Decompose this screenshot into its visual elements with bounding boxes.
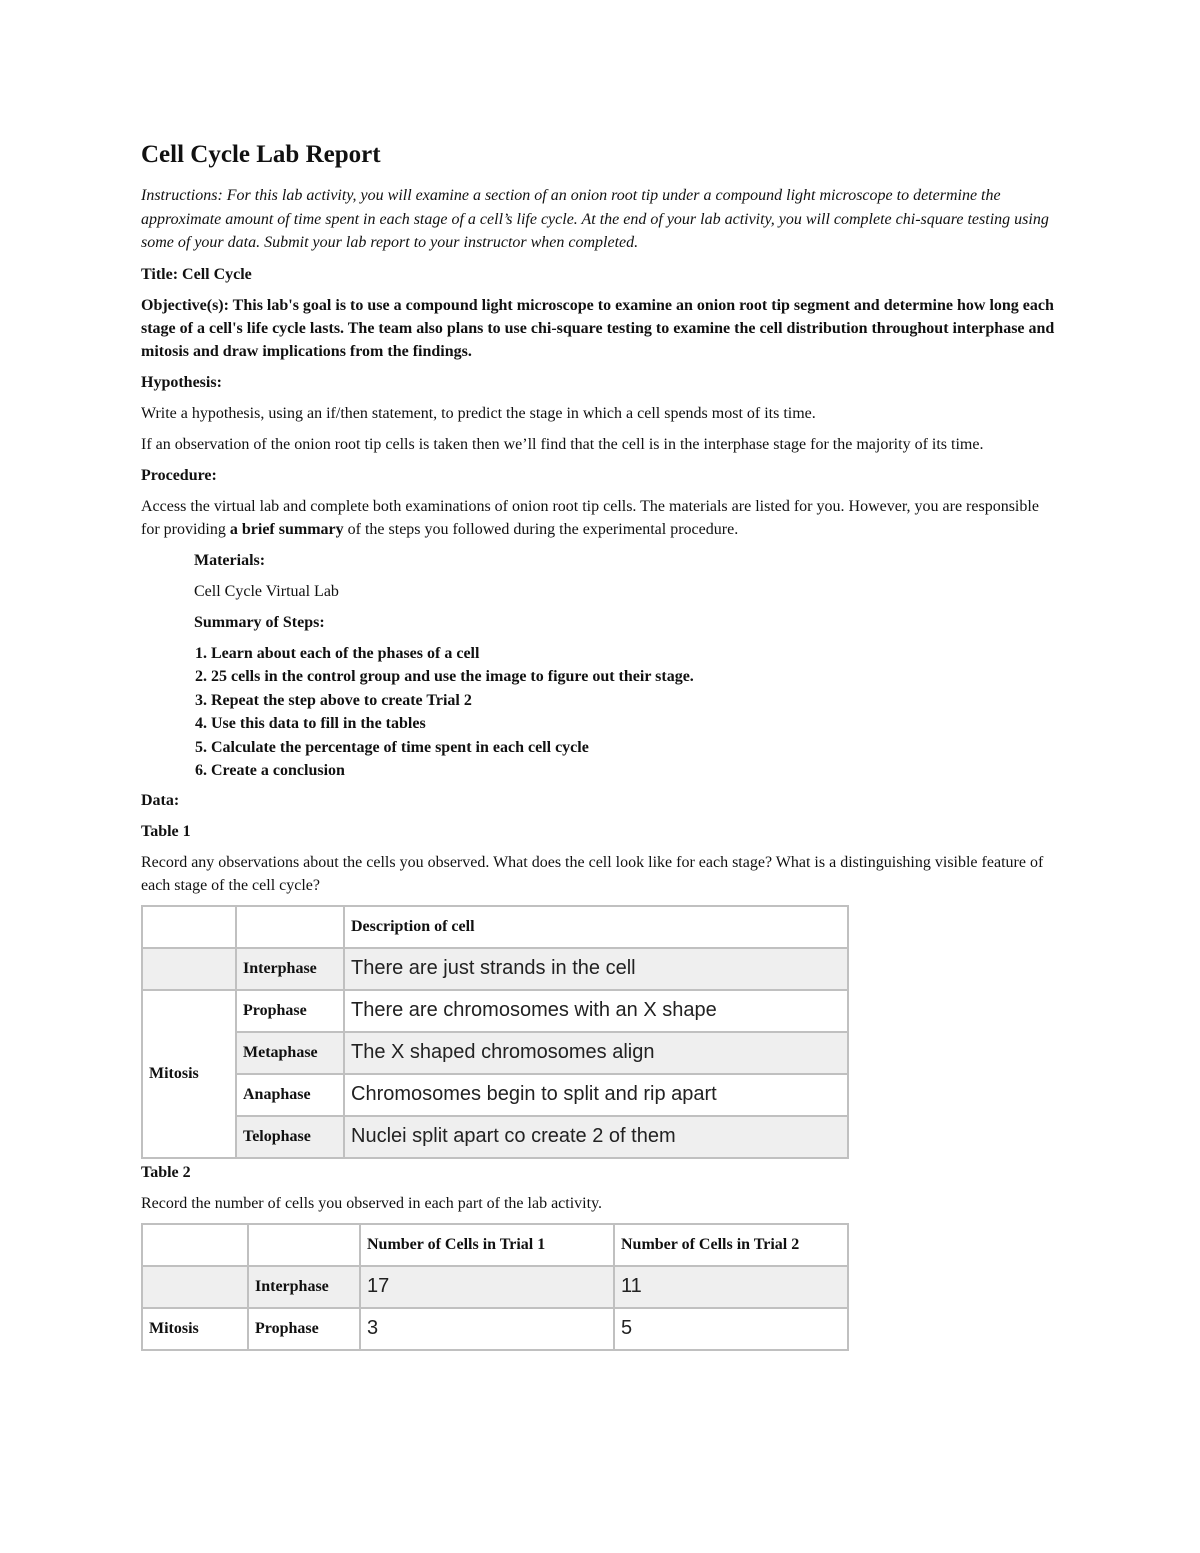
table-row: [142, 1308, 848, 1350]
summary-heading: Summary of Steps:: [194, 613, 325, 631]
table-header-description: Description of cell: [344, 906, 848, 948]
table2-caption: Table 2: [141, 1163, 191, 1181]
trial1-count[interactable]: 3: [360, 1308, 614, 1350]
table1-prompt: Record any observations about the cells you observed. What does the cell look like for each stage? What is a distinguishing visible feature of each stage of the cell cycle?: [141, 853, 1044, 894]
table-header-trial2: Number of Cells in Trial 2: [614, 1224, 848, 1266]
table-row: [142, 1266, 848, 1308]
stage-description[interactable]: Nuclei split apart co create 2 of them: [344, 1116, 848, 1158]
stage-description[interactable]: There are chromosomes with an X shape: [344, 990, 848, 1032]
stage-description[interactable]: There are just strands in the cell: [344, 948, 848, 990]
procedure-text-part1: Access the virtual lab and complete both examinations of onion root tip cells. The materials are listed for you. However, you are responsible for providing: [141, 497, 1039, 538]
hypothesis-prompt: Write a hypothesis, using an if/then statement, to predict the stage in which a cell spends most of its time.: [141, 404, 816, 422]
table-cell-empty: [142, 906, 236, 948]
hypothesis-heading: Hypothesis:: [141, 373, 222, 391]
trial2-count[interactable]: 11: [614, 1266, 848, 1308]
table1-caption: Table 1: [141, 822, 191, 840]
table-1: [141, 905, 849, 1159]
hypothesis-answer: If an observation of the onion root tip cells is taken then we’ll find that the cell is in the interphase stage for the majority of its time.: [141, 435, 984, 453]
table-row: [142, 1074, 848, 1116]
stage-description[interactable]: Chromosomes begin to split and rip apart: [344, 1074, 848, 1116]
table-row: [142, 948, 848, 990]
document-title: Cell Cycle Lab Report: [141, 141, 381, 168]
steps-list: [141, 642, 1061, 783]
list-item: 4. Use this data to fill in the tables: [211, 712, 1061, 736]
list-item: 3. Repeat the step above to create Trial 2: [211, 689, 1061, 713]
stage-label: Metaphase: [236, 1032, 344, 1074]
list-item: 6. Create a conclusion: [211, 759, 1061, 783]
materials-item: Cell Cycle Virtual Lab: [194, 582, 339, 600]
list-item: 1. Learn about each of the phases of a cell: [211, 642, 1061, 666]
table-row: [142, 990, 848, 1032]
list-item: 5. Calculate the percentage of time spent in each cell cycle: [211, 736, 1061, 760]
stage-label: Interphase: [248, 1266, 360, 1308]
table-cell-empty: [142, 948, 236, 990]
stage-label: Prophase: [236, 990, 344, 1032]
table-row: [142, 1224, 848, 1266]
mitosis-group-label: Mitosis: [142, 990, 236, 1158]
data-heading: Data:: [141, 791, 180, 809]
table-header-trial1: Number of Cells in Trial 1: [360, 1224, 614, 1266]
table-cell-empty: [142, 1224, 248, 1266]
trial2-count[interactable]: 5: [614, 1308, 848, 1350]
trial1-count[interactable]: 17: [360, 1266, 614, 1308]
stage-description[interactable]: The X shaped chromosomes align: [344, 1032, 848, 1074]
table-row: [142, 1032, 848, 1074]
procedure-heading: Procedure:: [141, 466, 217, 484]
document-page: [141, 140, 1061, 1351]
stage-label: Anaphase: [236, 1074, 344, 1116]
instructions-text: Instructions: For this lab activity, you will examine a section of an onion root tip under a compound light microscope to determine the approximate amount of time spent in each stage of a cell’s life cycle. At the end of your lab activity, you will complete chi-square testing using some of your data. Submit your lab report to your instructor when completed.: [141, 187, 1049, 251]
stage-label: Telophase: [236, 1116, 344, 1158]
objective-text: Objective(s): This lab's goal is to use a compound light microscope to examine an onion root tip segment and determine how long each stage of a cell's life cycle lasts. The team also plans to use chi-square testing to examine the cell distribution throughout interphase and mitosis and draw implications from the findings.: [141, 296, 1055, 360]
title-line: Title: Cell Cycle: [141, 265, 252, 283]
procedure-text-bold: a brief summary: [229, 520, 344, 538]
table-cell-empty: [248, 1224, 360, 1266]
stage-label: Prophase: [248, 1308, 360, 1350]
table-cell-empty: [142, 1266, 248, 1308]
table-cell-empty: [236, 906, 344, 948]
table-row: [142, 906, 848, 948]
stage-label: Interphase: [236, 948, 344, 990]
materials-heading: Materials:: [194, 551, 266, 569]
list-item: 2. 25 cells in the control group and use the image to figure out their stage.: [211, 665, 1061, 689]
procedure-text-part2: of the steps you followed during the experimental procedure.: [343, 520, 739, 538]
table2-prompt: Record the number of cells you observed in each part of the lab activity.: [141, 1194, 603, 1212]
procedure-text: [141, 495, 1061, 541]
table-row: [142, 1116, 848, 1158]
mitosis-group-label: Mitosis: [142, 1308, 248, 1350]
table-2: [141, 1223, 849, 1351]
